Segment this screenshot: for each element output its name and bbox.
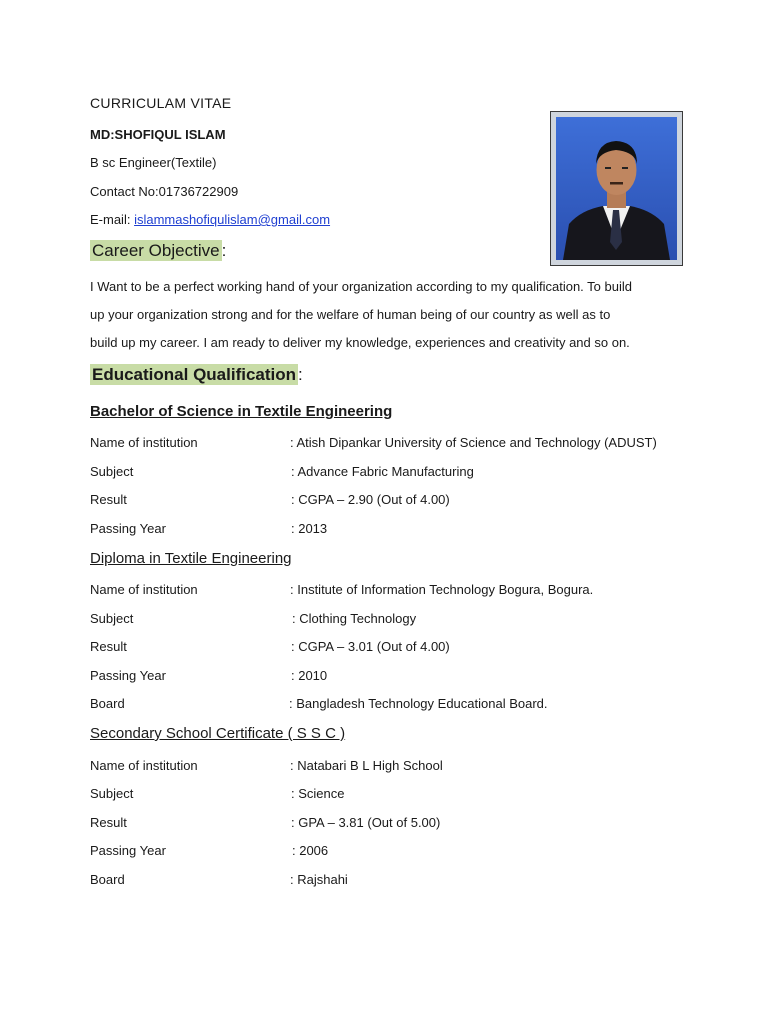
info-row	[90, 872, 690, 890]
row-label: Name of institution	[90, 582, 198, 597]
section-title-diploma: Diploma in Textile Engineering	[90, 550, 292, 567]
row-label: Board	[90, 872, 125, 887]
info-row	[90, 492, 690, 510]
info-row	[90, 521, 690, 539]
row-value: : Clothing Technology	[292, 611, 417, 626]
info-row	[90, 435, 690, 453]
applicant-degree: B sc Engineer(Textile)	[90, 155, 217, 170]
row-value: : GPA – 3.81 (Out of 5.00)	[291, 815, 441, 830]
row-value: : Institute of Information Technology Bogura, Bogura.	[290, 582, 594, 597]
portrait-image	[551, 112, 682, 265]
career-objective-line: build up my career. I am ready to deliver my knowledge, experiences and creativity and so on.	[90, 335, 630, 350]
educational-qualification-title: Educational Qualification	[92, 365, 297, 384]
row-value: : CGPA – 2.90 (Out of 4.00)	[291, 492, 450, 507]
row-label: Result	[90, 639, 127, 654]
row-value: : 2010	[291, 668, 328, 683]
contact-number: Contact No:01736722909	[90, 184, 239, 199]
row-label: Subject	[90, 611, 134, 626]
career-objective-heading	[90, 241, 226, 261]
career-objective-line: I Want to be a perfect working hand of your organization according to my qualification. To build	[90, 279, 632, 294]
info-row	[90, 639, 690, 657]
info-row	[90, 758, 690, 776]
applicant-name: MD:SHOFIQUL ISLAM	[90, 127, 226, 142]
row-value: : Natabari B L High School	[290, 758, 443, 773]
row-value: : Atish Dipankar University of Science and Technology (ADUST)	[290, 435, 657, 450]
section-title-bachelor: Bachelor of Science in Textile Engineering	[90, 403, 393, 420]
row-label: Result	[90, 492, 127, 507]
row-value: : 2006	[292, 843, 329, 858]
info-row	[90, 611, 690, 629]
row-value: : CGPA – 3.01 (Out of 4.00)	[291, 639, 450, 654]
row-label: Subject	[90, 786, 134, 801]
info-row	[90, 696, 690, 714]
applicant-photo	[550, 111, 683, 266]
heading-colon: :	[221, 241, 227, 260]
info-row	[90, 843, 690, 861]
career-objective-title: Career Objective	[92, 241, 220, 260]
heading-colon: :	[298, 365, 303, 384]
row-label: Result	[90, 815, 127, 830]
row-label: Name of institution	[90, 758, 198, 773]
row-value: : Science	[291, 786, 345, 801]
document-title: CURRICULAM VITAE	[90, 95, 232, 111]
email-line	[90, 212, 330, 227]
row-value: : 2013	[291, 521, 328, 536]
info-row	[90, 815, 690, 833]
email-label: E-mail:	[90, 212, 135, 227]
section-title-ssc: Secondary School Certificate ( S S C )	[90, 725, 346, 742]
row-label: Passing Year	[90, 521, 166, 536]
career-objective-line: up your organization strong and for the welfare of human being of our country as well as to	[90, 307, 611, 322]
email-link[interactable]: islammashofiqulislam@gmail.com	[134, 212, 331, 227]
row-value: : Bangladesh Technology Educational Board.	[289, 696, 548, 711]
info-row	[90, 668, 690, 686]
row-label: Name of institution	[90, 435, 198, 450]
row-value: : Advance Fabric Manufacturing	[291, 464, 474, 479]
row-label: Board	[90, 696, 125, 711]
row-label: Passing Year	[90, 843, 166, 858]
info-row	[90, 464, 690, 482]
row-label: Passing Year	[90, 668, 166, 683]
educational-qualification-heading	[90, 365, 303, 385]
info-row	[90, 582, 690, 600]
row-value: : Rajshahi	[290, 872, 348, 887]
row-label: Subject	[90, 464, 134, 479]
info-row	[90, 786, 690, 804]
